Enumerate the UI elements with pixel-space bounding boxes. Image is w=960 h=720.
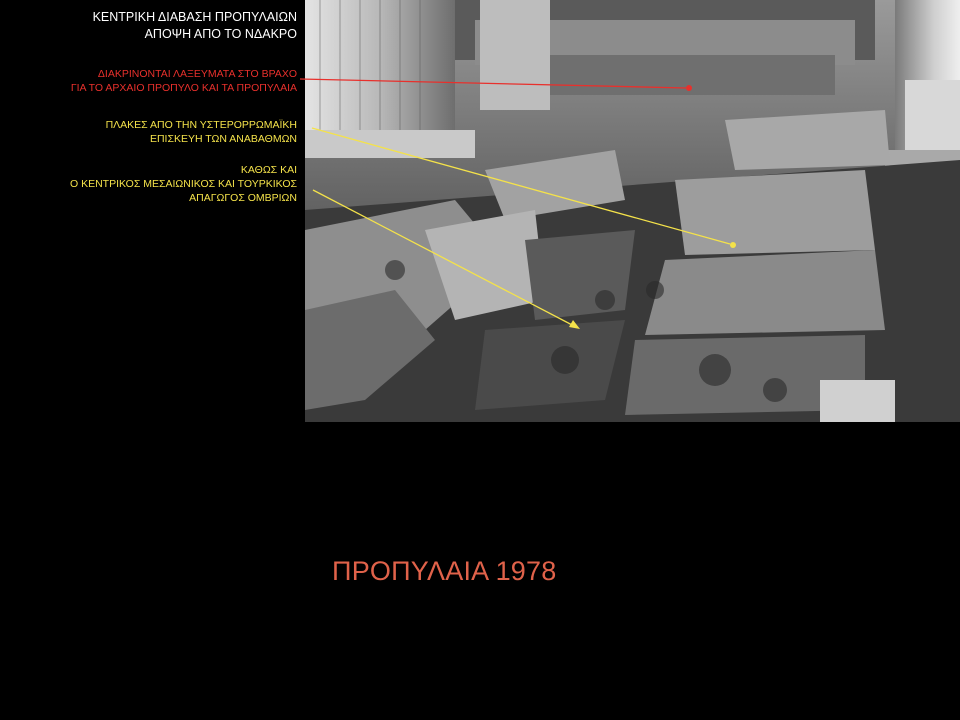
caption-rock-cuttings-line: ΓΙΑ ΤΟ ΑΡΧΑΙΟ ΠΡΟΠΥΛΟ ΚΑΙ ΤΑ ΠΡΟΠΥΛΑΙΑ bbox=[70, 81, 297, 94]
caption-roman-slabs bbox=[106, 119, 297, 147]
caption-drain-line: ΑΠΑΓΩΓΟΣ ΟΜΒΡΙΩΝ bbox=[189, 191, 297, 204]
caption-drain bbox=[70, 164, 297, 206]
caption-rock-cuttings-line: ΔΙΑΚΡΙΝΟΝΤΑΙ ΛΑΞΕΥΜΑΤΑ ΣΤΟ ΒΡΑΧΟ bbox=[97, 68, 297, 80]
caption-roman-slabs-line: ΠΛΑΚΕΣ ΑΠΟ ΤΗΝ ΥΣΤΕΡΟΡΡΩΜΑΪΚΗ bbox=[105, 119, 297, 131]
caption-drain-line: ΚΑΘΩΣ ΚΑΙ bbox=[240, 164, 297, 176]
caption-drain-line: Ο ΚΕΝΤΡΙΚΟΣ ΜΕΣΑΙΩΝΙΚΟΣ ΚΑΙ ΤΟΥΡΚΙΚΟΣ bbox=[69, 177, 297, 190]
caption-rock-cuttings bbox=[71, 68, 297, 96]
caption-title bbox=[93, 9, 297, 42]
caption-title-line: ΚΕΝΤΡΙΚΗ ΔΙΑΒΑΣΗ ΠΡΟΠΥΛΑΙΩΝ bbox=[92, 10, 297, 24]
slide-title: ΠΡΟΠΥΛΑΙΑ 1978 bbox=[332, 556, 557, 586]
caption-roman-slabs-line: ΕΠΙΣΚΕΥΗ ΤΩΝ ΑΝΑΒΑΘΜΩΝ bbox=[149, 132, 297, 145]
propylaia-photograph bbox=[305, 0, 960, 422]
caption-title-line: ΑΠΟΨΗ ΑΠΟ ΤΟ ΝΔΑΚΡΟ bbox=[144, 26, 297, 41]
